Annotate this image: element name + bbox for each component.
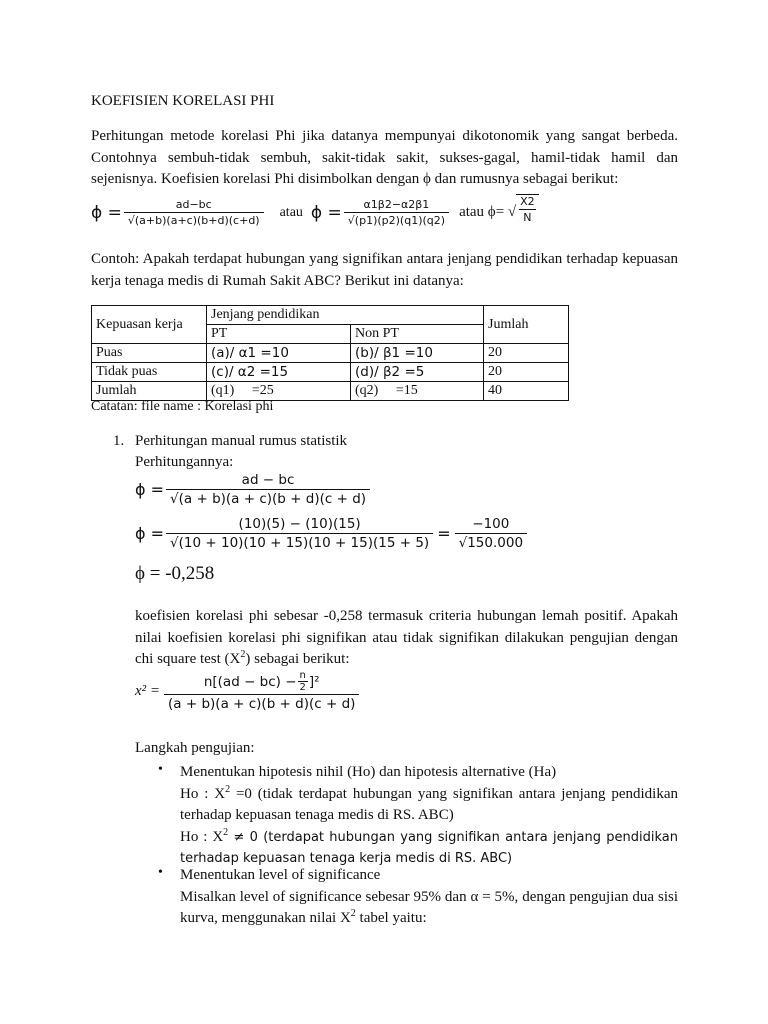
cell-nonpt: (d)/ β2 =5 [351, 363, 484, 382]
phi-result: ϕ = -0,258 [135, 563, 215, 584]
atau-text-2: atau ϕ= √ [459, 204, 517, 220]
ha-line [180, 827, 678, 870]
ho-prefix: Ho : X [180, 785, 226, 802]
ha-text: ≠ 0 (terdapat hubungan yang signifikan antara jenjang pendidikan terhadap kepuasan tenaga kerja medis di RS. ABC) [180, 829, 678, 866]
phi-denominator-1: √(a+b)(a+c)(b+d)(c+d) [124, 212, 264, 227]
manual-numerator-1: ad − bc [241, 472, 295, 488]
cell-jumlah: 20 [484, 344, 569, 363]
header-nonpt: Non PT [351, 325, 484, 344]
cell-nonpt: (q2) =15 [351, 382, 484, 401]
section-subheading: Perhitungannya: [135, 454, 234, 470]
significance-text-b: tabel yaitu: [355, 910, 427, 926]
data-table [91, 305, 569, 401]
cell-pt: (a)/ α1 =10 [207, 344, 351, 363]
cell-pt: (c)/ α2 =15 [207, 363, 351, 382]
cell-jumlah: 40 [484, 382, 569, 401]
table-row [92, 382, 569, 401]
phi-denominator-3: N [519, 209, 535, 224]
phi-fraction-1 [124, 198, 264, 227]
example-paragraph: Contoh: Apakah terdapat hubungan yang signifikan antara jenjang pendidikan terhadap kepuasan kerja tenaga medis di Rumah Sakit ABC? Berikut ini datanya: [91, 251, 678, 289]
n-over-2 [298, 670, 308, 693]
cell-pt: (q1) =25 [207, 382, 351, 401]
phi-symbol: ϕ = [135, 480, 165, 499]
manual-denominator-1: √(a + b)(a + c)(b + d)(c + d) [166, 489, 370, 507]
section-number: 1. [113, 433, 125, 449]
significance-title: Menentukan level of significance [180, 867, 381, 883]
significance-text: koefisien korelasi phi sebesar -0,258 termasuk criteria hubungan lemah positif. Apakah nilai koefisien korelasi phi signifikan atau tidak signifikan dilakukan pengujian dengan chi square test (X [135, 608, 678, 667]
cell-nonpt: (b)/ β1 =10 [351, 344, 484, 363]
bullet-icon: • [158, 762, 163, 777]
chi-numerator [200, 670, 324, 694]
page-title: KOEFISIEN KORELASI PHI [91, 93, 275, 109]
table-row [92, 363, 569, 382]
phi-numerator-2: α1β2−α2β1 [363, 198, 430, 211]
row-label: Puas [92, 344, 207, 363]
ho-line [180, 784, 678, 827]
result-denominator: √150.000 [455, 533, 527, 551]
header-kepuasan: Kepuasan kerja [92, 306, 207, 344]
equals-sign: = [437, 524, 451, 543]
atau-text-1: atau [279, 204, 303, 220]
superscript: 2 [350, 908, 356, 919]
manual-fraction-1 [166, 472, 370, 507]
cell-jumlah: 20 [484, 363, 569, 382]
bullet-hypothesis [180, 762, 678, 870]
superscript: 2 [225, 783, 231, 795]
row-label: Jumlah [92, 382, 207, 401]
chi-square-formula [135, 670, 359, 712]
chi-lhs: x² = [135, 682, 161, 699]
table-row [92, 344, 569, 363]
phi-symbol: ϕ = [91, 202, 122, 223]
row-label: Tidak puas [92, 363, 207, 382]
significance-line [180, 887, 678, 930]
manual-formula-1 [135, 472, 370, 507]
hypothesis-title: Menentukan hipotesis nihil (Ho) dan hipotesis alternative (Ha) [180, 764, 557, 780]
manual-numerator-2: (10)(5) − (10)(15) [238, 516, 361, 532]
phi-fraction-3 [516, 194, 539, 224]
table-note: Catatan: file name : Korelasi phi [91, 399, 274, 414]
phi-numerator-1: ad−bc [175, 198, 212, 211]
phi-symbol-2: ϕ = [310, 202, 342, 223]
phi-denominator-2: √(p1)(p2)(q1)(q2) [344, 212, 449, 227]
header-jenjang: Jenjang pendidikan [207, 306, 484, 325]
n-denominator: 2 [299, 682, 306, 693]
steps-heading: Langkah pengujian: [135, 740, 255, 756]
phi-symbol: ϕ = [135, 524, 165, 543]
significance-paragraph [135, 606, 678, 671]
manual-formula-2 [135, 516, 527, 551]
n-numerator: n [299, 670, 306, 681]
ho-text: =0 (tidak terdapat hubungan yang signifikan antara jenjang pendidikan terhadap kepuasan tenaga medis di RS. ABC) [180, 785, 678, 823]
chi-numerator-a: n[(ad − bc) − [203, 673, 297, 690]
chi-numerator-b: ]² [308, 673, 320, 690]
bullet-significance [180, 865, 678, 930]
header-pt: PT [207, 325, 351, 344]
manual-fraction-3 [455, 516, 527, 551]
intro-paragraph: Perhitungan metode korelasi Phi jika datanya mempunyai dikotonomik yang sangat berbeda. Contohnya sembuh-tidak sembuh, sakit-tidak sakit, sukses-gagal, hamil-tidak hamil dan sejenisnya. Koefisien korelasi Phi disimbolkan dengan ϕ dan rumusnya sebagai berikut: [91, 128, 678, 187]
ha-prefix: Ho : X [180, 828, 224, 845]
chi-denominator: (a + b)(a + c)(b + d)(c + d) [164, 694, 359, 712]
superscript: 2 [223, 826, 229, 838]
section-heading: Perhitungan manual rumus statistik [135, 433, 348, 449]
phi-numerator-3: X2 [520, 194, 535, 208]
significance-text-a: Misalkan level of significance sebesar 95% dan α = 5%, dengan pengujian dua sisi kurva, menggunakan nilai X [180, 888, 678, 926]
chi-fraction [164, 670, 359, 712]
phi-formula-row [91, 194, 539, 227]
header-jumlah: Jumlah [484, 306, 569, 344]
manual-denominator-2: √(10 + 10)(10 + 15)(10 + 15)(15 + 5) [166, 533, 433, 551]
phi-fraction-2 [344, 198, 449, 227]
result-numerator: −100 [472, 516, 510, 532]
superscript: 2 [240, 649, 246, 660]
bullet-icon: • [158, 865, 163, 880]
manual-fraction-2 [166, 516, 433, 551]
significance-text-end: ) sebagai berikut: [245, 651, 350, 667]
